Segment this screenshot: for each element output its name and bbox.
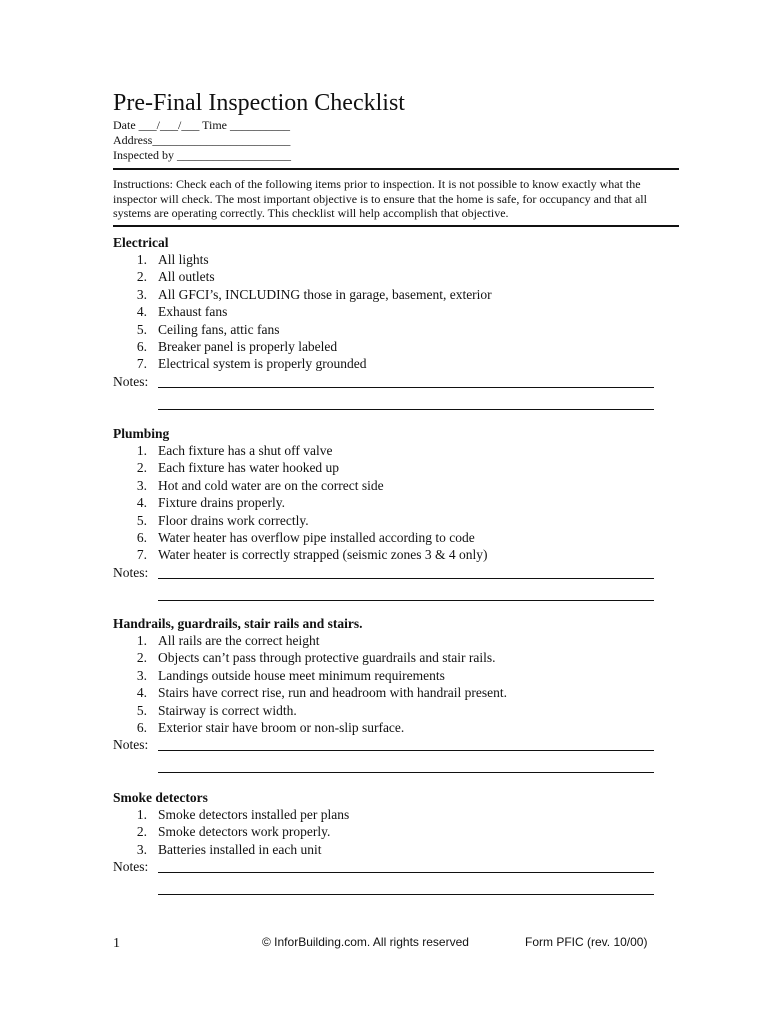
notes-line: [158, 387, 654, 388]
checklist-item: [113, 841, 673, 858]
section-electrical: [113, 234, 673, 413]
item-number: 4.: [136, 495, 147, 511]
item-text: Landings outside house meet minimum requirements: [158, 667, 445, 683]
item-number: 3.: [136, 841, 147, 857]
item-text: Ceiling fans, attic fans: [158, 321, 280, 337]
item-text: All GFCI’s, INCLUDING those in garage, basement, exterior: [158, 286, 492, 302]
form-id: Form PFIC (rev. 10/00): [525, 935, 648, 949]
item-number: 2.: [136, 650, 147, 666]
item-text: All lights: [158, 252, 209, 267]
item-number: 1.: [136, 252, 147, 267]
item-text: Floor drains work correctly.: [158, 512, 309, 528]
item-number: 5.: [136, 512, 147, 528]
item-number: 2.: [136, 824, 147, 840]
section-plumbing: [113, 425, 673, 604]
notes-label: Notes:: [113, 737, 149, 753]
item-number: 4.: [136, 685, 147, 701]
checklist-item: [113, 338, 673, 355]
item-text: Hot and cold water are on the correct side: [158, 477, 384, 493]
item-text: All rails are the correct height: [158, 633, 320, 648]
checklist-item: [113, 477, 673, 494]
notes-field: [113, 373, 673, 413]
page-number: 1: [113, 936, 120, 951]
notes-label: Notes:: [113, 373, 149, 389]
checklist-item: [113, 442, 673, 459]
item-text: Batteries installed in each unit: [158, 841, 322, 857]
section-heading: Handrails, guardrails, stair rails and stairs.: [113, 616, 363, 631]
section-smoke-detectors: [113, 789, 673, 898]
notes-line: [158, 409, 654, 410]
item-text: Water heater is correctly strapped (seismic zones 3 & 4 only): [158, 547, 488, 563]
checklist-item: [113, 546, 673, 563]
item-text: Water heater has overflow pipe installed according to code: [158, 529, 475, 545]
item-number: 1.: [136, 633, 147, 648]
notes-line: [158, 894, 654, 895]
notes-line: [158, 578, 654, 579]
checklist-item: [113, 719, 673, 736]
item-text: Stairway is correct width.: [158, 702, 297, 718]
checklist-item: [113, 684, 673, 701]
checklist-item: [113, 806, 673, 823]
item-number: 4.: [136, 304, 147, 320]
notes-field: [113, 858, 673, 898]
item-number: 2.: [136, 460, 147, 476]
item-text: Stairs have correct rise, run and headroom with handrail present.: [158, 685, 508, 701]
item-number: 7.: [136, 547, 147, 563]
checklist-item: [113, 649, 673, 666]
checklist-item: [113, 303, 673, 320]
checklist-items: [113, 632, 673, 736]
checklist-item: [113, 286, 673, 303]
section-handrails: [113, 615, 673, 776]
checklist-items: [113, 806, 673, 858]
instructions-text: Instructions: Check each of the following items prior to inspection. It is not possible to know exactly what the inspector will check. The most important objective is to ensure that the home is safe, for occupancy and that all systems are operating correctly. This checklist will help accomplish that objective.: [113, 177, 647, 220]
item-text: Exhaust fans: [158, 304, 228, 320]
checklist-item: [113, 667, 673, 684]
address-field: Address_______________________: [113, 133, 291, 147]
checklist-item: [113, 494, 673, 511]
item-text: Exterior stair have broom or non-slip surface.: [158, 719, 405, 735]
notes-field: [113, 736, 673, 776]
item-text: Electrical system is properly grounded: [158, 356, 367, 372]
item-number: 1.: [136, 443, 147, 458]
notes-line: [158, 750, 654, 751]
checklist-item: [113, 512, 673, 529]
notes-line: [158, 872, 654, 873]
item-text: All outlets: [158, 269, 215, 285]
item-text: Smoke detectors installed per plans: [158, 807, 350, 822]
copyright-notice: © InforBuilding.com. All rights reserved: [262, 935, 469, 949]
item-text: Each fixture has water hooked up: [158, 460, 340, 476]
item-text: Fixture drains properly.: [158, 495, 285, 511]
checklist-item: [113, 321, 673, 338]
item-text: Smoke detectors work properly.: [158, 824, 331, 840]
checklist-items: [113, 251, 673, 373]
item-text: Each fixture has a shut off valve: [158, 443, 333, 458]
notes-line: [158, 772, 654, 773]
item-number: 2.: [136, 269, 147, 285]
checklist-item: [113, 823, 673, 840]
item-number: 5.: [136, 702, 147, 718]
inspected-by-field: Inspected by ___________________: [113, 148, 291, 162]
item-number: 5.: [136, 321, 147, 337]
notes-label: Notes:: [113, 859, 149, 875]
section-heading: Electrical: [113, 235, 169, 250]
checklist-item: [113, 632, 673, 649]
item-number: 3.: [136, 667, 147, 683]
item-number: 6.: [136, 338, 147, 354]
section-heading: Smoke detectors: [113, 790, 208, 805]
instructions-divider: [113, 225, 679, 227]
checklist-item: [113, 529, 673, 546]
checklist-item: [113, 355, 673, 372]
checklist-item: [113, 268, 673, 285]
date-time-field: Date ___/___/___ Time __________: [113, 118, 291, 132]
checklist-item: [113, 702, 673, 719]
checklist-item: [113, 251, 673, 268]
header-divider: [113, 168, 679, 170]
notes-line: [158, 600, 654, 601]
item-text: Objects can’t pass through protective guardrails and stair rails.: [158, 650, 496, 666]
notes-label: Notes:: [113, 564, 149, 580]
item-number: 7.: [136, 356, 147, 372]
notes-field: [113, 564, 673, 604]
checklist-items: [113, 442, 673, 564]
checklist-item: [113, 459, 673, 476]
page-title: Pre-Final Inspection Checklist: [113, 90, 405, 116]
item-number: 1.: [136, 807, 147, 822]
item-text: Breaker panel is properly labeled: [158, 338, 338, 354]
item-number: 3.: [136, 477, 147, 493]
item-number: 6.: [136, 719, 147, 735]
section-heading: Plumbing: [113, 426, 170, 441]
item-number: 3.: [136, 286, 147, 302]
item-number: 6.: [136, 529, 147, 545]
